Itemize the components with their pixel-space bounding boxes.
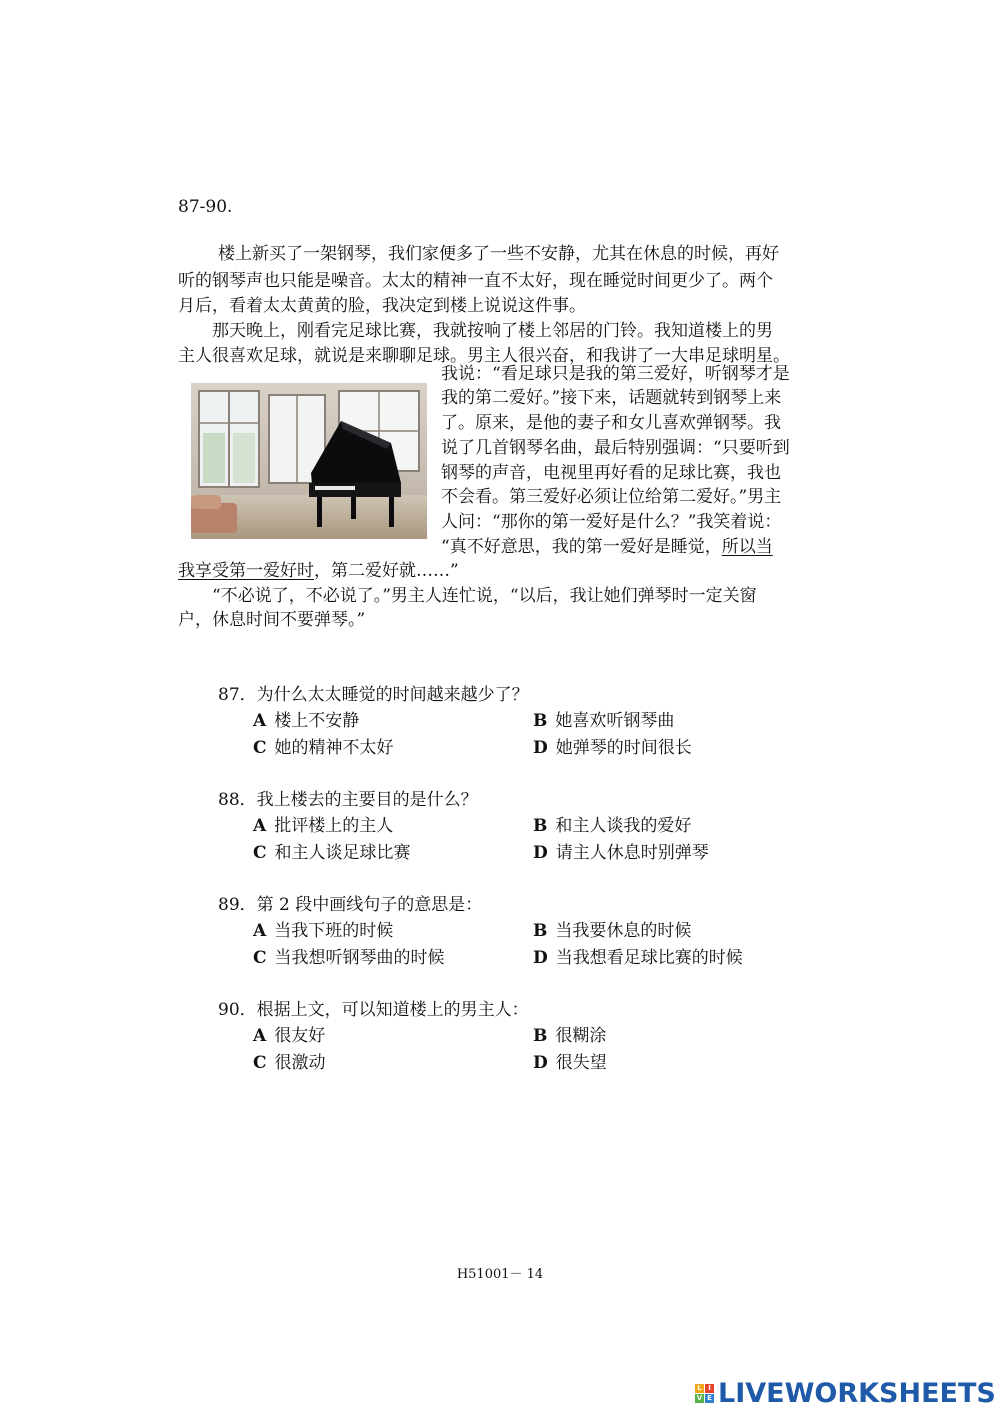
option-c[interactable]: C 当我想听钢琴曲的时候 [253,948,445,968]
option-b[interactable]: B 当我要休息的时候 [533,921,692,941]
passage-line: 我的第二爱好。”接下来，话题就转到钢琴上来 [441,388,782,408]
section-label: 87-90. [178,197,233,217]
passage-line [441,536,773,559]
passage-line: 不会看。第三爱好必须让位给第二爱好。”男主 [441,487,782,507]
option-c[interactable]: C 很激动 [253,1053,326,1073]
option-b[interactable]: B 和主人谈我的爱好 [533,816,692,836]
passage-line: 说了几首钢琴名曲，最后特别强调：“只要听到 [441,438,790,458]
passage-line: 人问：“那你的第一爱好是什么？”我笑着说： [441,512,782,532]
passage-line: 主人很喜欢足球，就说是来聊聊足球。男主人很兴奋，和我讲了一大串足球明星。 [178,346,790,366]
brand-logo-icon: L I V E [695,1384,714,1403]
passage-line: 了。原来，是他的妻子和女儿喜欢弹钢琴。我 [441,413,781,433]
liveworksheets-logo [695,1376,996,1410]
passage-line: 户，休息时间不要弹琴。” [178,610,366,630]
underlined-sentence: 所以当 [721,537,773,557]
passage-line [178,560,459,583]
option-a[interactable]: A 当我下班的时候 [253,921,394,941]
passage-line: 我说：“看足球只是我的第三爱好，听钢琴才是 [441,364,790,384]
option-d[interactable]: D 当我想看足球比赛的时候 [533,948,743,968]
question-stem: 89．第 2 段中画线句子的意思是： [218,895,483,915]
question-stem: 90．根据上文，可以知道楼上的男主人： [218,1000,529,1020]
passage-text: “真不好意思，我的第一爱好是睡觉， [441,537,722,557]
passage-line: 那天晚上，刚看完足球比赛，我就按响了楼上邻居的门铃。我知道楼上的男 [212,321,773,341]
option-a[interactable]: A 楼上不安静 [253,711,360,731]
passage-line: 钢琴的声音，电视里再好看的足球比赛，我也 [441,463,781,483]
option-d[interactable]: D 很失望 [533,1053,607,1073]
passage-line: “不必说了，不必说了。”男主人连忙说，“以后，我让她们弹琴时一定关窗 [212,586,757,606]
passage-text: ，第二爱好就……” [314,561,459,581]
option-d[interactable]: D 她弹琴的时间很长 [533,738,692,758]
page-footer: H51001－ 14 [456,1267,544,1282]
question-stem: 87．为什么太太睡觉的时间越来越少了？ [218,685,529,705]
option-b[interactable]: B 很糊涂 [533,1026,607,1046]
passage-line: 楼上新买了一架钢琴，我们家便多了一些不安静，尤其在休息的时候，再好 [218,244,779,264]
option-d[interactable]: D 请主人休息时别弹琴 [533,843,709,863]
option-c[interactable]: C 她的精神不太好 [253,738,394,758]
passage-line: 月后，看着太太黄黄的脸，我决定到楼上说说这件事。 [178,296,586,316]
brand-name: LIVEWORKSHEETS [718,1377,996,1409]
option-c[interactable]: C 和主人谈足球比赛 [253,843,411,863]
option-b[interactable]: B 她喜欢听钢琴曲 [533,711,675,731]
option-a[interactable]: A 批评楼上的主人 [253,816,394,836]
underlined-sentence: 我享受第一爱好时 [178,561,314,581]
question-stem: 88．我上楼去的主要目的是什么？ [218,790,478,810]
option-a[interactable]: A 很友好 [253,1026,326,1046]
passage-line: 听的钢琴声也只能是噪音。太太的精神一直不太好，现在睡觉时间更少了。两个 [178,271,773,291]
piano-room-photo [191,383,427,539]
